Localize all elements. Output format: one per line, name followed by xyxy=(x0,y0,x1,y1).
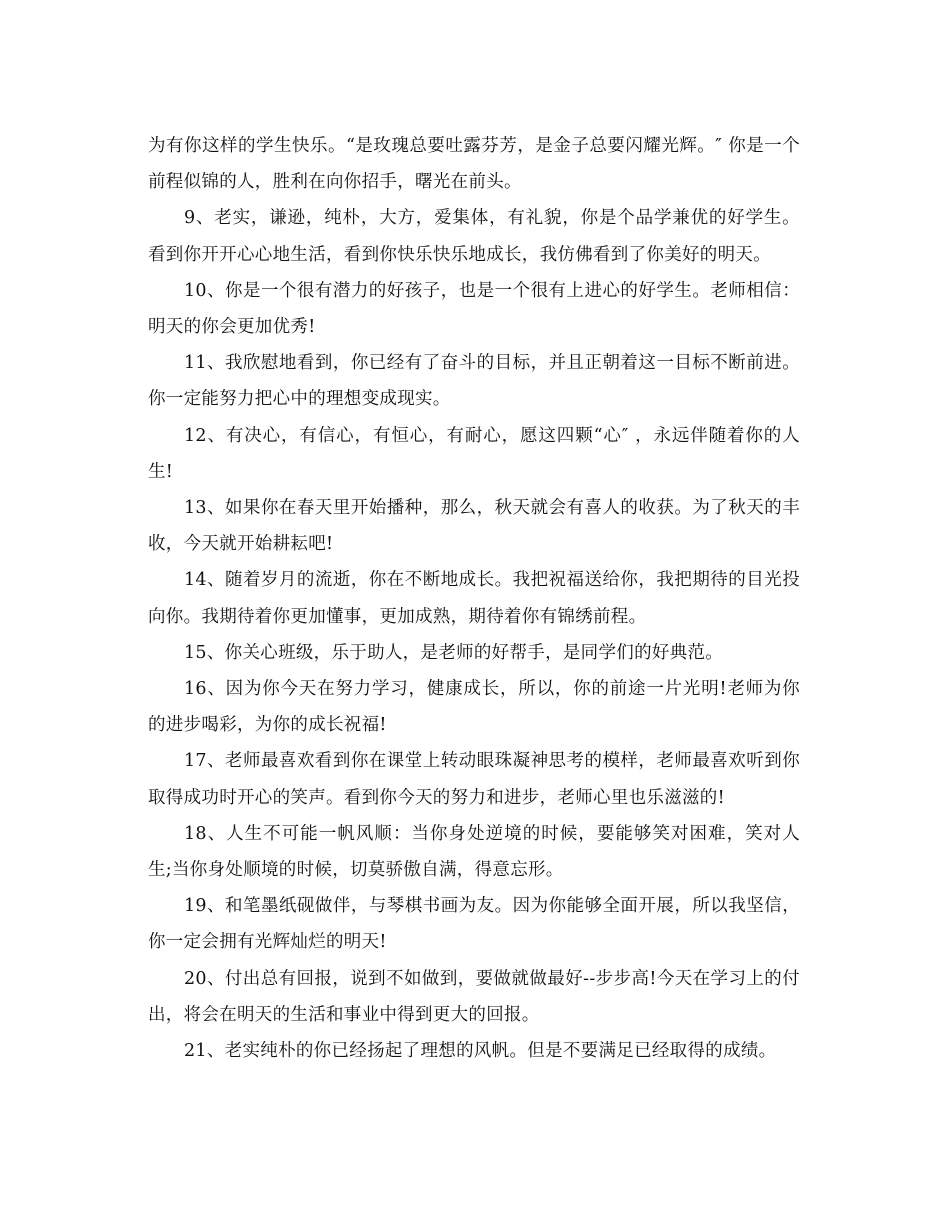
paragraph-item-9: 9、老实，谦逊，纯朴，大方，爱集体，有礼貌，你是个品学兼优的好学生。看到你开开心心地生活，看到你快乐快乐地成长，我仿佛看到了你美好的明天。 xyxy=(148,208,800,265)
paragraph-item-16: 16、因为你今天在努力学习，健康成长，所以，你的前途一片光明!老师为你的进步喝彩，为你的成长祝福! xyxy=(148,679,800,736)
document-body xyxy=(148,128,800,1069)
paragraph-item-15: 15、你关心班级，乐于助人，是老师的好帮手，是同学们的好典范。 xyxy=(184,642,724,663)
paragraph-continuation: 为有你这样的学生快乐。“是玫瑰总要吐露芬芳，是金子总要闪耀光辉。″ 你是一个前程似锦的人，胜利在向你招手，曙光在前头。 xyxy=(148,136,800,193)
paragraph-item-11: 11、我欣慰地看到，你已经有了奋斗的目标，并且正朝着这一目标不断前进。你一定能努力把心中的理想变成现实。 xyxy=(148,353,800,410)
paragraph-item-13: 13、如果你在春天里开始播种，那么，秋天就会有喜人的收获。为了秋天的丰收，今天就开始耕耘吧! xyxy=(148,498,800,555)
paragraph-item-18: 18、人生不可能一帆风顺：当你身处逆境的时候，要能够笑对困难，笑对人生;当你身处顺境的时候，切莫骄傲自满，得意忘形。 xyxy=(148,823,800,881)
paragraph-item-19: 19、和笔墨纸砚做伴，与琴棋书画为友。因为你能够全面开展，所以我坚信，你一定会拥有光辉灿烂的明天! xyxy=(148,896,800,953)
paragraph-item-10: 10、你是一个很有潜力的好孩子，也是一个很有上进心的好学生。老师相信：明天的你会更加优秀! xyxy=(148,280,800,338)
paragraph-item-12: 12、有决心，有信心，有恒心，有耐心，愿这四颗“心″ ，永远伴随着你的人生! xyxy=(148,425,800,482)
paragraph-item-20: 20、付出总有回报，说到不如做到，要做就做最好--步步高!今天在学习上的付出，将会在明天的生活和事业中得到更大的回报。 xyxy=(148,968,800,1025)
paragraph-item-14: 14、随着岁月的流逝，你在不断地成长。我把祝福送给你，我把期待的目光投向你。我期待着你更加懂事，更加成熟，期待着你有锦绣前程。 xyxy=(148,570,800,627)
paragraph-item-17: 17、老师最喜欢看到你在课堂上转动眼珠凝神思考的模样，老师最喜欢听到你取得成功时开心的笑声。看到你今天的努力和进步，老师心里也乐滋滋的! xyxy=(148,751,800,808)
paragraph-item-21: 21、老实纯朴的你已经扬起了理想的风帆。但是不要满足已经取得的成绩。 xyxy=(184,1041,777,1062)
